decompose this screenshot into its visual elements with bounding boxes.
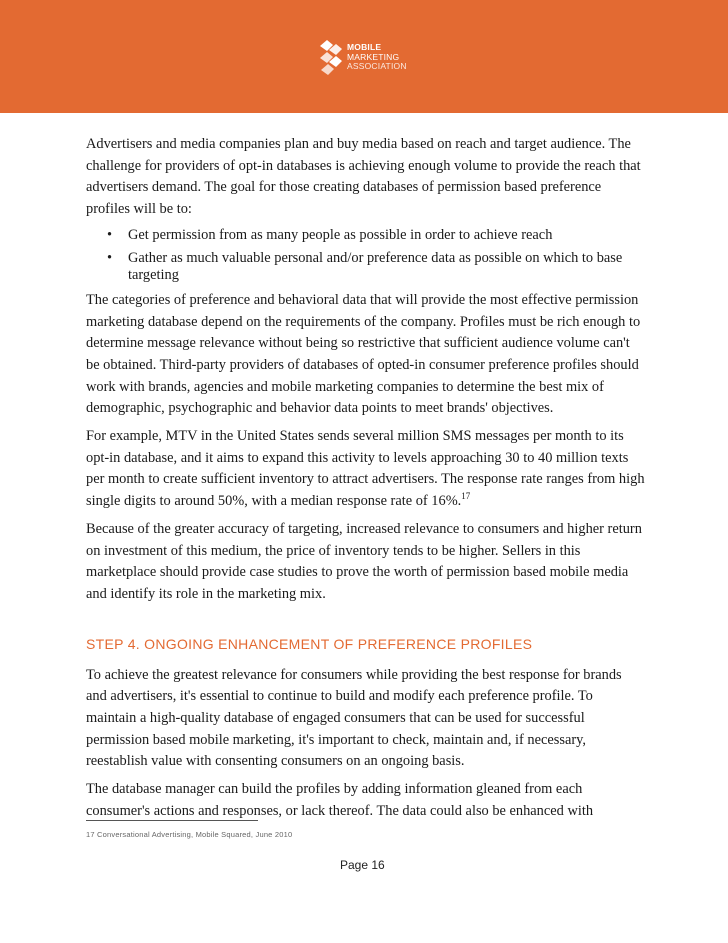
footnote-divider bbox=[86, 820, 258, 821]
page-number: Page 16 bbox=[340, 858, 385, 872]
paragraph-intro: Advertisers and media companies plan and buy media based on reach and target audience. The challenge for providers of opt-in databases is achieving enough volume to provide the reach that advertisers demand. The goal for those creating databases of permission based preference profiles will be to: bbox=[86, 136, 641, 218]
bullet-icon: • bbox=[107, 226, 113, 243]
logo-line-3: ASSOCIATION bbox=[347, 61, 407, 71]
mtv-example-text: For example, MTV in the United States sends several million SMS messages per month to its opt-in database, and it aims to expand this activity to levels approaching 30 to 40 million texts per month to create sufficient inventory to attract advertisers. The response rate ranges from high single digits to around 50%, with a median response rate of 16%. bbox=[86, 428, 645, 510]
logo-line-2: MARKETING bbox=[347, 51, 400, 62]
list-item-text: Gather as much valuable personal and/or preference data as possible on which to base targeting bbox=[128, 249, 623, 283]
page-body bbox=[86, 134, 646, 829]
footnote-ref[interactable]: 17 bbox=[461, 491, 471, 502]
section-heading: STEP 4. ONGOING ENHANCEMENT OF PREFERENCE PROFILES bbox=[86, 635, 533, 652]
goals-list bbox=[86, 227, 646, 284]
logo-mark-icon bbox=[317, 38, 347, 82]
header-band bbox=[0, 0, 728, 113]
paragraph-pricing: Because of the greater accuracy of targeting, increased relevance to consumers and higher return on investment of this medium, the price of inventory tends to be higher. Sellers in this marketplace should provide case studies to prove the worth of permission based mobile media and identify its role in the marketing mix. bbox=[86, 520, 642, 602]
footnote-text: 17 Conversational Advertising, Mobile Squared, June 2010 bbox=[86, 830, 293, 839]
mma-logo bbox=[317, 38, 437, 88]
list-item bbox=[107, 226, 646, 244]
paragraph-database-manager: The database manager can build the profiles by adding information gleaned from each consumer's actions and responses, or lack thereof. The data could also be enhanced with bbox=[86, 781, 594, 819]
bullet-icon: • bbox=[107, 249, 113, 266]
list-item bbox=[107, 249, 646, 284]
paragraph-relevance: To achieve the greatest relevance for consumers while providing the best response for brands and advertisers, it's essential to continue to build and modify each preference profile. To maintain a high-quality database of engaged consumers that can be used for successful permission based mobile marketing, it's important to check, maintain and, if necessary, reestablish value with consenting consumers on an ongoing basis. bbox=[86, 666, 622, 770]
paragraph-mtv-example bbox=[86, 426, 646, 513]
list-item-text: Get permission from as many people as possible in order to achieve reach bbox=[128, 226, 553, 243]
logo-wordmark bbox=[347, 43, 407, 72]
paragraph-categories: The categories of preference and behavioral data that will provide the most effective permission marketing database depend on the requirements of the company. Profiles must be rich enough to determine message relevance without being so restrictive that sufficient audience volume can't be obtained. Third-party providers of databases of opted-in consumer preference profiles should work with brands, agencies and mobile marketing companies to determine the best mix of demographic, psychographic and behavior data points to meet brands' objectives. bbox=[86, 291, 641, 417]
logo-line-1: MOBILE bbox=[347, 42, 382, 52]
